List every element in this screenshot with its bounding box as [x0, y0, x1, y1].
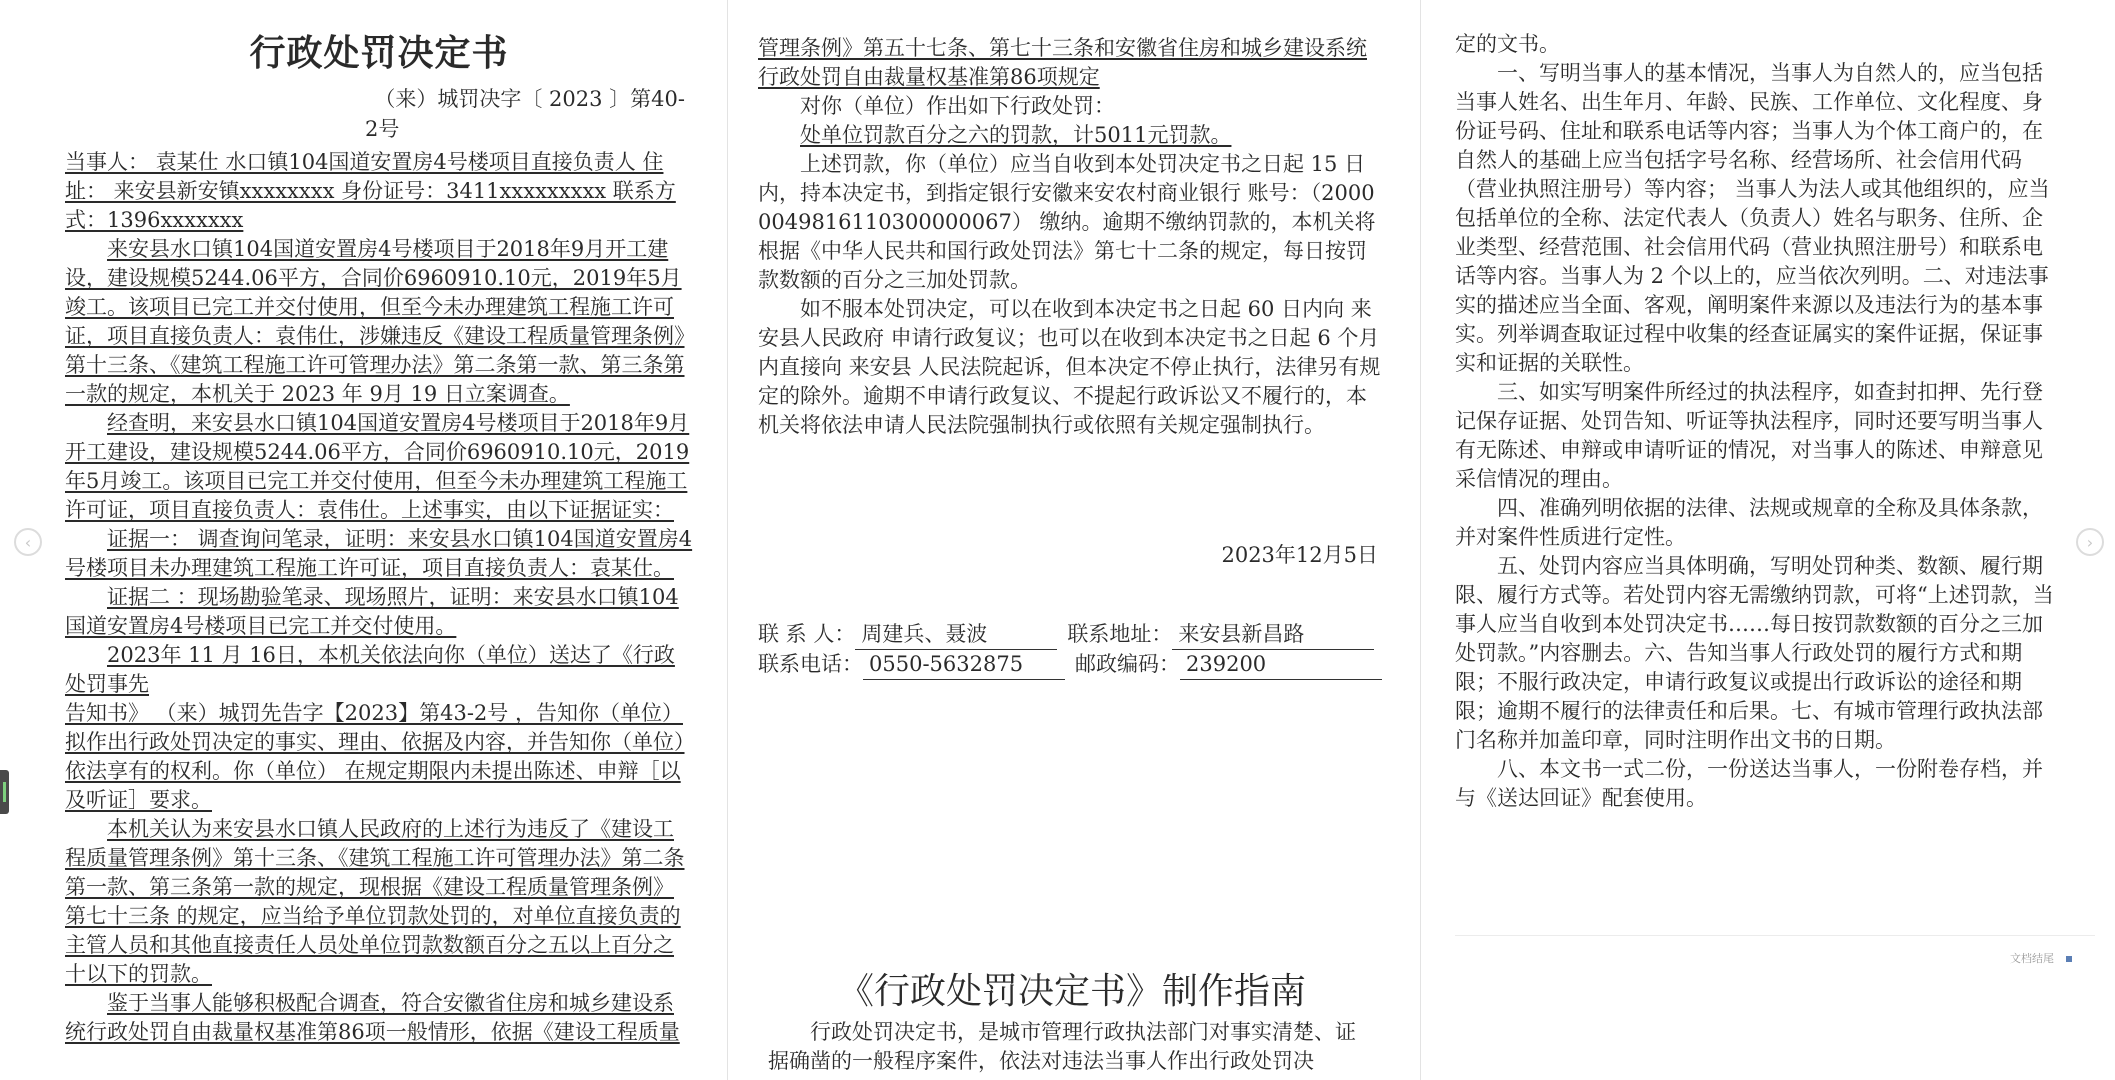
document-end-label: 文档结尾: [2010, 952, 2054, 965]
guide-item-copies: 八、本文书一式二份，一份送达当事人，一份附卷存档，并与《送达回证》配套使用。: [1455, 757, 2043, 810]
guide-item-party-info: 一、写明当事人的基本情况，当事人为自然人的，应当包括当事人姓名、出生年月、年龄、民族、工作单位、文化程度、身份证号码、住址和联系电话等内容；当事人为个体工商户的，在自然人的基础上应当包括字号名称、经营场所、社会信用代码（营业执照注册号）等内容； 当事人为法人或其他组织的，应当包括单位的全称、法定代表人（负责人）姓名与职务、住所、企业类型、经营范围、社会信用代码（营业执照注册号）和联系电话等内容。当事人为 2 个以上的，应当依次列明。二、对违法事实的描述应当全面、客观，阐明案件来源以及违法行为的基本事实。列举调查取证过程中收集的经查证属实的案件证据，保证事实和证据的关联性。: [1455, 61, 2050, 375]
contact-address-label: 联系地址：: [1067, 622, 1173, 646]
end-marker-icon: [2066, 956, 2072, 962]
column-divider-right: [1420, 0, 1421, 1080]
payment-instructions: 上述罚款，你（单位）应当自收到本处罚决定书之日起 15 日内，持本决定书，到指定银行安徽来安农村商业银行 账号：（20000049816110300000067） 缴纳。逾期不缴纳罚款的，本机关将根据《中华人民共和国行政处罚法》第七十二条的规定，每日按罚款数额的百分之三加处罚款。: [758, 152, 1376, 292]
zip-code: 239200: [1180, 650, 1382, 680]
notice-delivery: 2023年 11 月 16日，本机关依法向你（单位）送达了《行政处罚事先: [65, 643, 675, 696]
contact-phone-label: 联系电话：: [758, 652, 863, 676]
evidence-one: 证据一： 调查询问笔录，证明：来安县水口镇104国道安置房4号楼项目未办理建筑工程施工许可证，项目直接负责人：袁某仕。: [65, 527, 693, 580]
column-divider-left: [727, 0, 728, 1080]
right-page-column: [1455, 0, 2055, 900]
appeal-rights: 如不服本处罚决定，可以在收到本决定书之日起 60 日内向 来安县人民政府 申请行政复议；也可以在收到本决定书之日起 6 个月内直接向 来安县 人民法院起诉，但本决定不停止执行，法律另有规定的除外。逾期不申请行政复议、不提起行政诉讼又不履行的，本机关将依法申请人民法院强制执行或依照有关规定强制执行。: [758, 297, 1381, 437]
document-number-suffix: 2号: [365, 117, 400, 141]
document-number: （来）城罚决字〔 2023 〕第40-: [374, 87, 685, 111]
guide-intro: [768, 1018, 1376, 1080]
penalty-intro: 对你（单位）作出如下行政处罚：: [800, 94, 1115, 118]
legal-basis: 本机关认为来安县水口镇人民政府的上述行为违反了《建设工程质量管理条例》第十三条、《建筑工程施工许可管理办法》第二条第一款、第三条第一款的规定，现根据《建设工程质量管理条例》第七十三条 的规定，应当给予单位罚款处罚的，对单位直接负责的主管人员和其他直接责任人员处单位罚款数额百分之五以上百分之十以下的罚款。: [65, 817, 685, 986]
sidebar-toggle[interactable]: [0, 770, 9, 814]
contact-block: [758, 620, 1386, 680]
guide-item-penalty: 五、处罚内容应当具体明确，写明处罚种类、数额、履行期限、履行方式等。若处罚内容无需缴纳罚款，可将“上述罚款，当事人应当自收到本处罚决定书……每日按罚款数额的百分之三加处罚款。”内容删去。六、告知当事人行政处罚的履行方式和期限；不服行政决定，申请行政复议或提出行政诉讼的途径和期限；逾期不履行的法律责任和后果。七、有城市管理行政执法部门名称并加盖印章，同时注明作出文书的日期。: [1455, 554, 2054, 752]
investigation-findings: 经查明，来安县水口镇104国道安置房4号楼项目于2018年9月开工建设，建设规模5244.06平方，合同价6960910.10元，2019年5月竣工。该项目已完工并交付使用，但至今未办理建筑工程施工许可证，项目直接负责人：袁伟仕。上述事实，由以下证据证实：: [65, 411, 690, 522]
case-facts: 来安县水口镇104国道安置房4号楼项目于2018年9月开工建设，建设规模5244.06平方，合同价6960910.10元，2019年5月竣工。该项目已完工并交付使用，但至今未办理建筑工程施工许可证，项目直接负责人：袁伟仕，涉嫌违反《建设工程质量管理条例》第十三条、《建筑工程施工许可管理办法》第二条第一款、第三条第一款的规定，本机关于 2023 年 9月 19 日立案调查。: [65, 237, 685, 406]
legal-articles: 管理条例》第五十七条、第七十三条和安徽省住房和城乡建设系统行政处罚自由裁量权基准第86项规定: [758, 36, 1367, 89]
guide-title: 《行政处罚决定书》制作指南: [837, 971, 1306, 1012]
guide-item-legal-basis: 四、准确列明依据的法律、法规或规章的全称及具体条款，并对案件性质进行定性。: [1455, 496, 2043, 549]
contact-person-label: 联 系 人：: [758, 622, 856, 646]
left-page-column: [65, 0, 693, 1080]
end-rule: [1455, 935, 2095, 936]
next-page-icon[interactable]: ›: [2076, 528, 2104, 556]
guide-paragraph: 行政处罚决定书，是城市管理行政执法部门对事实清楚、证据确凿的一般程序案件，依法对违法当事人作出行政处罚决: [768, 1020, 1356, 1073]
page-title: 行政处罚决定书: [249, 33, 509, 74]
prev-page-icon[interactable]: ‹: [14, 528, 42, 556]
discretion-basis: 鉴于当事人能够积极配合调查，符合安徽省住房和城乡建设系统行政处罚自由裁量权基准第86项一般情形，依据《建设工程质量: [65, 991, 680, 1044]
zip-code-label: 邮政编码：: [1075, 652, 1180, 676]
penalty-amount: 处单位罚款百分之六的罚款，计5011元罚款。: [800, 123, 1232, 147]
contact-address: 来安县新昌路: [1172, 620, 1374, 650]
contact-person: 周建兵、聂波: [855, 620, 1057, 650]
guide-item-procedure: 三、如实写明案件所经过的执法程序，如查封扣押、先行登记保存证据、处罚告知、听证等执法程序，同时还要写明当事人有无陈述、申辩或申请听证的情况，对当事人的陈述、申辩意见采信情况的理由。: [1455, 380, 2043, 491]
issue-date: 2023年12月5日: [1221, 543, 1378, 567]
evidence-two: 证据二 ：现场勘验笔录、现场照片，证明：来安县水口镇104国道安置房4号楼项目已完工并交付使用。: [65, 585, 679, 638]
party-info: 当事人： 袁某仕 水口镇104国道安置房4号楼项目直接负责人 住址： 来安县新安镇xxxxxxxx 身份证号：3411xxxxxxxxx 联系方 式：1396xxxxxxx: [65, 150, 676, 232]
middle-page-column: [758, 0, 1386, 1080]
contact-phone: 0550-5632875: [863, 650, 1065, 680]
guide-continued: 定的文书。: [1455, 32, 1560, 56]
document-end-note: [2010, 950, 2072, 966]
notice-details: 告知书》 （来）城罚先告字【2023】第43-2号 ，告知你（单位）拟作出行政处罚决定的事实、理由、依据及内容，并告知你（单位）依法享有的权利。你（单位） 在规定期限内未提出陈述、申辩［以及听证］要求。: [65, 701, 685, 812]
